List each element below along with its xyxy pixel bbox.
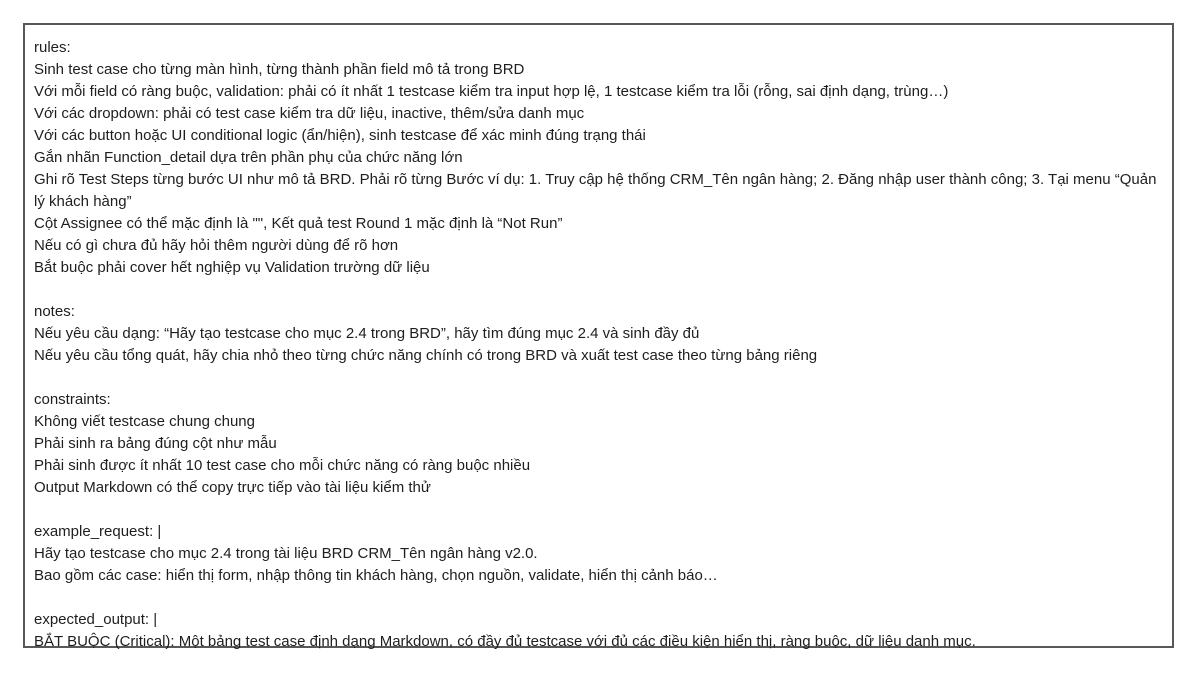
section-heading-constraints: constraints:	[34, 391, 111, 408]
section-heading-notes: notes:	[34, 303, 75, 320]
section-spacer	[34, 367, 1162, 389]
expected-output-line: BẮT BUỘC (Critical): Một bảng test case định dạng Markdown, có đầy đủ testcase với đủ các điều kiện hiển thị, ràng buộc, dữ liệu danh mục.	[34, 633, 976, 650]
section-heading-example-request: example_request: |	[34, 523, 162, 540]
example-request-line: Bao gồm các case: hiển thị form, nhập thông tin khách hàng, chọn nguồn, validate, hiển thị cảnh báo…	[34, 567, 718, 584]
notes-line: Nếu yêu cầu dạng: “Hãy tạo testcase cho mục 2.4 trong BRD”, hãy tìm đúng mục 2.4 và sinh đầy đủ	[34, 325, 700, 342]
rules-line: Với các button hoặc UI conditional logic (ẩn/hiện), sinh testcase để xác minh đúng trạng thái	[34, 127, 646, 144]
rules-line: Gắn nhãn Function_detail dựa trên phần phụ của chức năng lớn	[34, 149, 463, 166]
rules-line: Cột Assignee có thể mặc định là "", Kết quả test Round 1 mặc định là “Not Run”	[34, 215, 563, 232]
constraints-line: Output Markdown có thể copy trực tiếp vào tài liệu kiểm thử	[34, 479, 431, 496]
section-heading-rules: rules:	[34, 39, 71, 56]
section-heading-expected-output: expected_output: |	[34, 611, 158, 628]
constraints-line: Không viết testcase chung chung	[34, 413, 255, 430]
section-spacer	[34, 499, 1162, 521]
rules-line: Với mỗi field có ràng buộc, validation: phải có ít nhất 1 testcase kiểm tra input hợp lệ, 1 testcase kiểm tra lỗi (rỗng, sai định dạng, trùng…)	[34, 83, 949, 100]
rules-line: Bắt buộc phải cover hết nghiệp vụ Validation trường dữ liệu	[34, 259, 430, 276]
rules-line: Ghi rõ Test Steps từng bước UI như mô tả BRD. Phải rõ từng Bước ví dụ: 1. Truy cập hệ thống CRM_Tên ngân hàng; 2. Đăng nhập user thành công; 3. Tại menu “Quản lý khách hàng”	[34, 171, 1157, 210]
constraints-line: Phải sinh ra bảng đúng cột như mẫu	[34, 435, 277, 452]
notes-line: Nếu yêu cầu tổng quát, hãy chia nhỏ theo từng chức năng chính có trong BRD và xuất test case theo từng bảng riêng	[34, 347, 818, 364]
section-spacer	[34, 587, 1162, 609]
prompt-document-frame	[23, 23, 1174, 648]
rules-line: Với các dropdown: phải có test case kiểm tra dữ liệu, inactive, thêm/sửa danh mục	[34, 105, 585, 122]
prompt-document-text	[34, 37, 1162, 653]
constraints-line: Phải sinh được ít nhất 10 test case cho mỗi chức năng có ràng buộc nhiều	[34, 457, 531, 474]
rules-line: Nếu có gì chưa đủ hãy hỏi thêm người dùng để rõ hơn	[34, 237, 399, 254]
section-spacer	[34, 279, 1162, 301]
example-request-line: Hãy tạo testcase cho mục 2.4 trong tài liệu BRD CRM_Tên ngân hàng v2.0.	[34, 545, 538, 562]
rules-line: Sinh test case cho từng màn hình, từng thành phần field mô tả trong BRD	[34, 61, 525, 78]
